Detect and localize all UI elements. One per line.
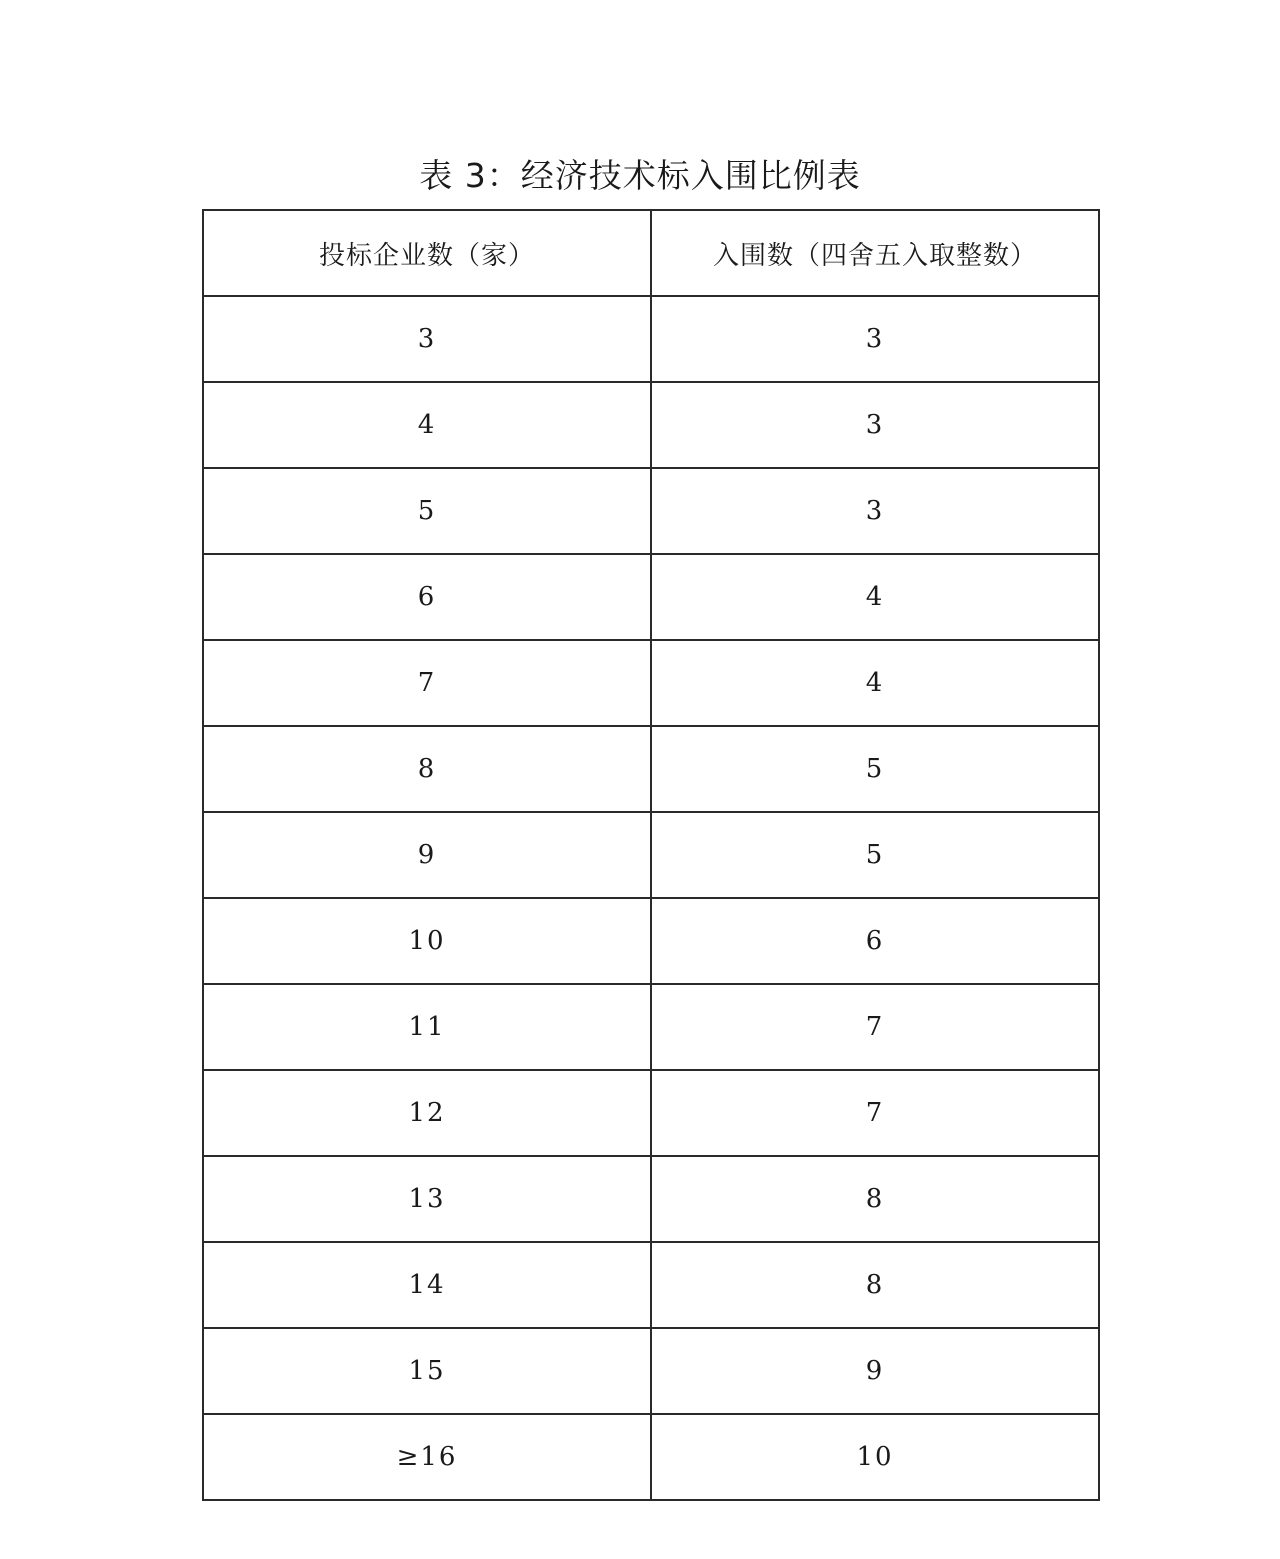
cell-bidder-count: 11 xyxy=(203,984,651,1070)
table-row xyxy=(203,726,1099,812)
ratio-table xyxy=(202,209,1100,1501)
cell-shortlist-count: 5 xyxy=(651,812,1099,898)
table-row xyxy=(203,554,1099,640)
cell-shortlist-count: 9 xyxy=(651,1328,1099,1414)
cell-shortlist-count: 7 xyxy=(651,1070,1099,1156)
table-row xyxy=(203,1070,1099,1156)
cell-bidder-count: 13 xyxy=(203,1156,651,1242)
table-row xyxy=(203,382,1099,468)
page-title: 表 3：经济技术标入围比例表 xyxy=(419,156,861,195)
table-row xyxy=(203,1328,1099,1414)
header-shortlist-count: 入围数（四舍五入取整数） xyxy=(651,210,1099,296)
cell-bidder-count: 9 xyxy=(203,812,651,898)
header-bidder-count: 投标企业数（家） xyxy=(203,210,651,296)
cell-bidder-count: 6 xyxy=(203,554,651,640)
cell-shortlist-count: 8 xyxy=(651,1156,1099,1242)
table-header-row xyxy=(203,210,1099,296)
cell-bidder-count: 4 xyxy=(203,382,651,468)
cell-shortlist-count: 5 xyxy=(651,726,1099,812)
table-row xyxy=(203,984,1099,1070)
cell-bidder-count: ≥16 xyxy=(203,1414,651,1500)
table-row xyxy=(203,468,1099,554)
cell-shortlist-count: 8 xyxy=(651,1242,1099,1328)
cell-bidder-count: 8 xyxy=(203,726,651,812)
cell-shortlist-count: 3 xyxy=(651,468,1099,554)
table-row xyxy=(203,296,1099,382)
table-row xyxy=(203,1414,1099,1500)
table-row xyxy=(203,1156,1099,1242)
cell-bidder-count: 5 xyxy=(203,468,651,554)
cell-shortlist-count: 10 xyxy=(651,1414,1099,1500)
cell-shortlist-count: 3 xyxy=(651,382,1099,468)
cell-bidder-count: 3 xyxy=(203,296,651,382)
cell-shortlist-count: 4 xyxy=(651,640,1099,726)
cell-shortlist-count: 7 xyxy=(651,984,1099,1070)
cell-bidder-count: 15 xyxy=(203,1328,651,1414)
cell-shortlist-count: 4 xyxy=(651,554,1099,640)
cell-shortlist-count: 3 xyxy=(651,296,1099,382)
table-row xyxy=(203,898,1099,984)
table-row xyxy=(203,812,1099,898)
cell-bidder-count: 10 xyxy=(203,898,651,984)
cell-bidder-count: 12 xyxy=(203,1070,651,1156)
cell-bidder-count: 14 xyxy=(203,1242,651,1328)
table-row xyxy=(203,640,1099,726)
table-row xyxy=(203,1242,1099,1328)
cell-bidder-count: 7 xyxy=(203,640,651,726)
cell-shortlist-count: 6 xyxy=(651,898,1099,984)
